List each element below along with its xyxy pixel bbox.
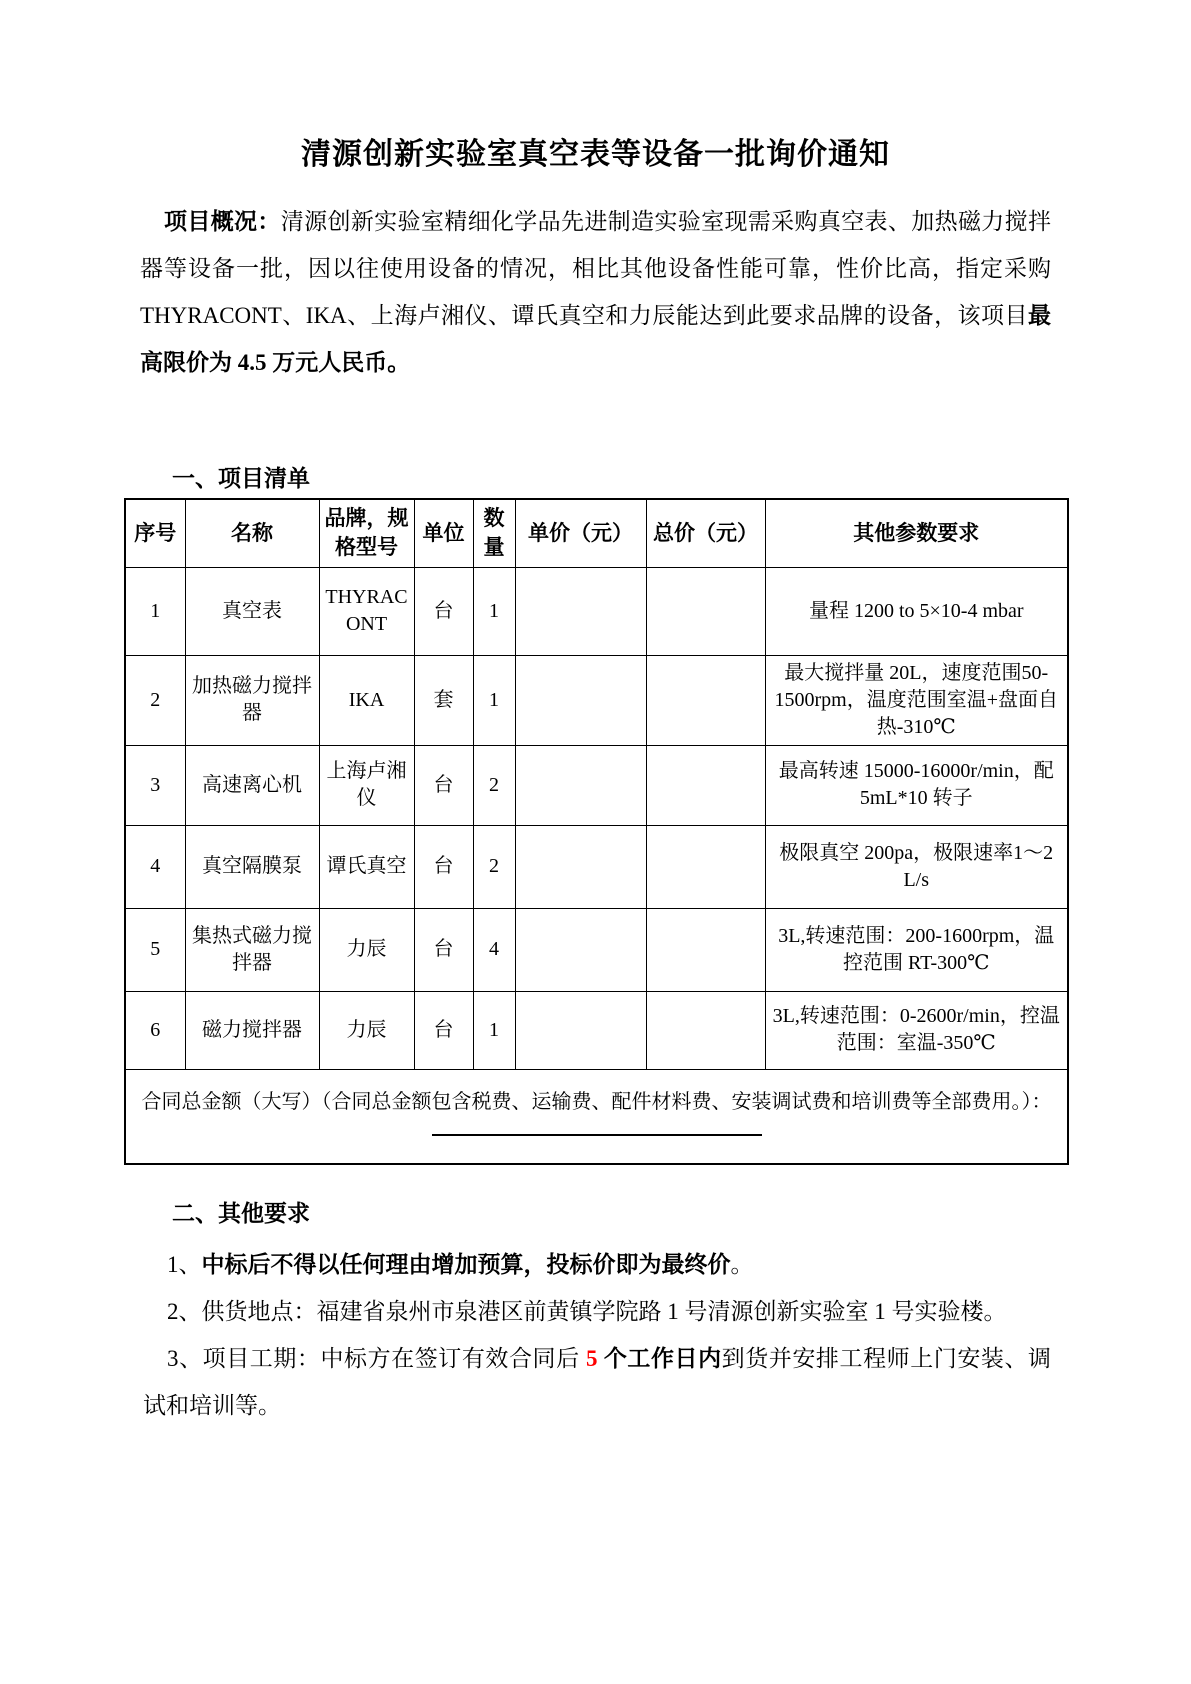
cell-seq: 1 — [125, 567, 185, 655]
col-header-seq: 序号 — [125, 499, 185, 567]
col-header-unit: 单位 — [414, 499, 473, 567]
cell-name: 集热式磁力搅拌器 — [185, 908, 319, 991]
contract-amount-blank — [432, 1116, 762, 1136]
page-title: 清源创新实验室真空表等设备一批询价通知 — [301, 138, 890, 171]
cell-unit: 台 — [414, 745, 473, 825]
item-bold-text: 个工作日内 — [597, 1346, 722, 1371]
item-lead: 项目工期：中标方在签订有效合同后 — [202, 1346, 587, 1371]
cell-params: 3L,转速范围：0-2600r/min，控温范围：室温-350℃ — [765, 991, 1068, 1069]
cell-qty: 2 — [473, 825, 515, 908]
col-header-name: 名称 — [185, 499, 319, 567]
col-header-brand: 品牌，规格型号 — [319, 499, 414, 567]
table-footer-row — [125, 1069, 1068, 1164]
cell-seq: 5 — [125, 908, 185, 991]
cell-unit-price — [515, 567, 646, 655]
section1-heading: 一、项目清单 — [172, 466, 310, 491]
cell-seq: 4 — [125, 825, 185, 908]
item-number: 1、 — [167, 1252, 202, 1277]
requirement-item-3 — [143, 1335, 1051, 1429]
cell-brand: 力辰 — [319, 991, 414, 1069]
cell-seq: 2 — [125, 655, 185, 745]
cell-total-price — [646, 567, 765, 655]
cell-brand: 力辰 — [319, 908, 414, 991]
table-row — [125, 745, 1068, 825]
cell-name: 加热磁力搅拌器 — [185, 655, 319, 745]
cell-total-price — [646, 991, 765, 1069]
col-header-total-price: 总价（元） — [646, 499, 765, 567]
overview-body: 清源创新实验室精细化学品先进制造实验室现需采购真空表、加热磁力搅拌器等设备一批，因以往使用设备的情况，相比其他设备性能可靠，性价比高，指定采购 THYRACONT、IKA、上海卢湘仪、谭氏真空和力辰能达到此要求品牌的设备，该项目 — [140, 209, 1052, 328]
cell-seq: 6 — [125, 991, 185, 1069]
cell-total-price — [646, 745, 765, 825]
cell-unit: 套 — [414, 655, 473, 745]
cell-params: 极限真空 200pa，极限速率1～2 L/s — [765, 825, 1068, 908]
table-row — [125, 567, 1068, 655]
cell-unit-price — [515, 908, 646, 991]
cell-name: 真空隔膜泵 — [185, 825, 319, 908]
cell-params: 量程 1200 to 5×10-4 mbar — [765, 567, 1068, 655]
cell-params: 最大搅拌量 20L，速度范围50-1500rpm，温度范围室温+盘面自热-310℃ — [765, 655, 1068, 745]
table-row — [125, 991, 1068, 1069]
cell-qty: 1 — [473, 991, 515, 1069]
cell-name: 真空表 — [185, 567, 319, 655]
col-header-unit-price: 单价（元） — [515, 499, 646, 567]
cell-unit: 台 — [414, 567, 473, 655]
cell-brand: 谭氏真空 — [319, 825, 414, 908]
cell-params: 最高转速 15000-16000r/min，配 5mL*10 转子 — [765, 745, 1068, 825]
cell-qty: 2 — [473, 745, 515, 825]
overview-paragraph — [140, 198, 1051, 386]
cell-brand: 上海卢湘仪 — [319, 745, 414, 825]
table-header-row — [125, 499, 1068, 567]
contract-total-text: 合同总金额（大写）（合同总金额包含税费、运输费、配件材料费、安装调试费和培训费等全部费用。）： — [141, 1090, 1052, 1113]
cell-unit: 台 — [414, 908, 473, 991]
cell-unit-price — [515, 745, 646, 825]
overview-label: 项目概况： — [164, 209, 281, 234]
col-header-params: 其他参数要求 — [765, 499, 1068, 567]
requirement-item-1 — [143, 1241, 1051, 1288]
cell-total-price — [646, 908, 765, 991]
requirement-item-2 — [143, 1288, 1051, 1335]
cell-qty: 1 — [473, 655, 515, 745]
table-row — [125, 825, 1068, 908]
cell-brand: THYRACONT — [319, 567, 414, 655]
item-red-highlight: 5 — [586, 1346, 598, 1371]
contract-total-cell — [125, 1069, 1068, 1164]
cell-name: 高速离心机 — [185, 745, 319, 825]
cell-qty: 4 — [473, 908, 515, 991]
cell-total-price — [646, 655, 765, 745]
overview-price-cap: 最高限价为 4.5 万元人民币。 — [140, 303, 1051, 375]
item-number: 3、 — [167, 1346, 203, 1371]
cell-unit: 台 — [414, 825, 473, 908]
table-row — [125, 655, 1068, 745]
cell-qty: 1 — [473, 567, 515, 655]
cell-params: 3L,转速范围：200-1600rpm，温控范围 RT-300℃ — [765, 908, 1068, 991]
cell-unit: 台 — [414, 991, 473, 1069]
cell-total-price — [646, 825, 765, 908]
col-header-qty: 数量 — [473, 499, 515, 567]
item-list-table — [124, 498, 1069, 1165]
item-tail: 。 — [730, 1252, 754, 1277]
cell-unit-price — [515, 825, 646, 908]
item-lead: 供货地点：福建省泉州市泉港区前黄镇学院路 1 号清源创新实验室 1 号实验楼。 — [201, 1299, 1007, 1324]
cell-name: 磁力搅拌器 — [185, 991, 319, 1069]
cell-seq: 3 — [125, 745, 185, 825]
item-tail: 到货并安排工程师上门安装、调试和培训等。 — [143, 1346, 1052, 1418]
cell-brand: IKA — [319, 655, 414, 745]
item-number: 2、 — [167, 1299, 202, 1324]
item-bold-text: 中标后不得以任何理由增加预算，投标价即为最终价 — [201, 1252, 731, 1277]
cell-unit-price — [515, 991, 646, 1069]
cell-unit-price — [515, 655, 646, 745]
section2-heading: 二、其他要求 — [172, 1201, 310, 1226]
table-row — [125, 908, 1068, 991]
